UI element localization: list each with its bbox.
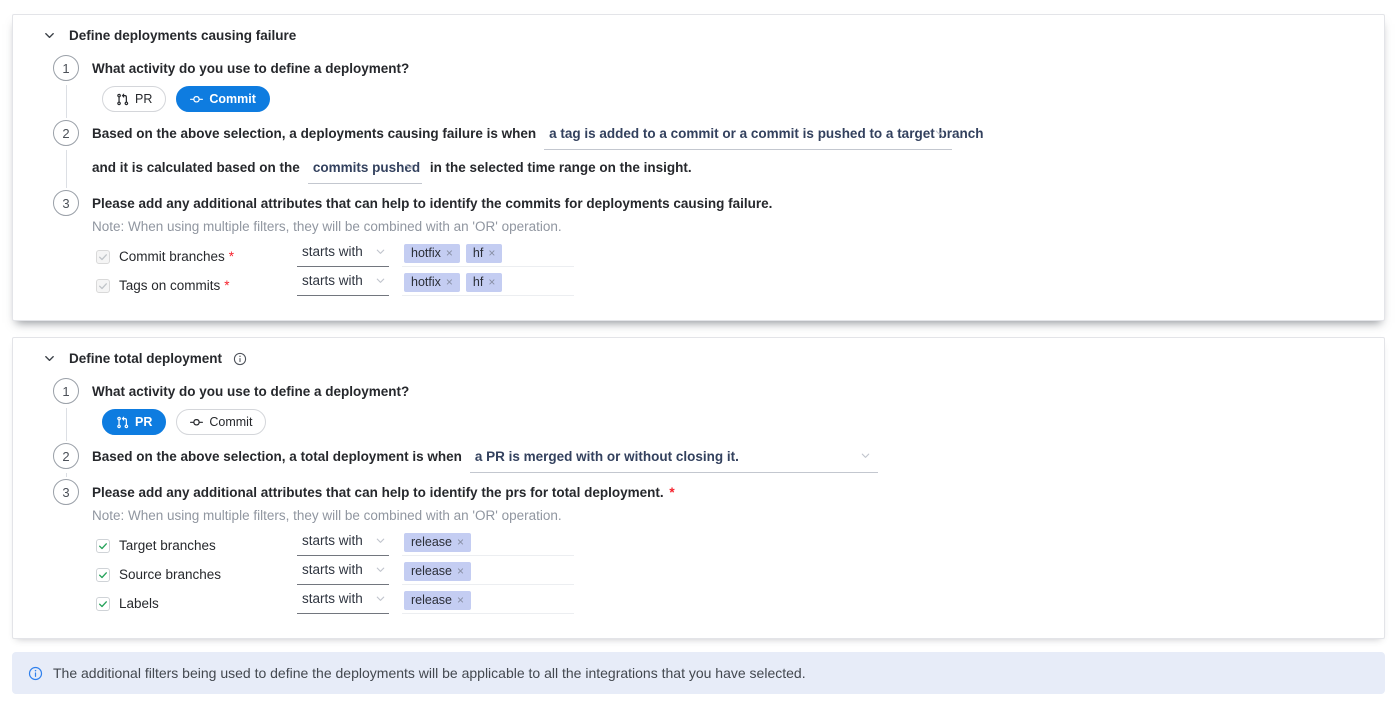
filter-label: Commit branches [119,249,225,264]
banner-text: The additional filters being used to define the deployments will be applicable to all the integrations that you have selected. [53,665,806,681]
chevron-down-icon [375,593,386,604]
chip-remove-icon[interactable]: × [488,275,496,289]
select-value: starts with [302,591,363,606]
filters-note: Note: When using multiple filters, they will be combined with an 'OR' operation. [92,219,562,234]
filter-label: Source branches [119,567,222,582]
operator-select[interactable] [297,591,389,614]
chips-input[interactable] [402,244,574,267]
chevron-down-icon [860,450,871,461]
definition-sentence: Based on the above selection, a deployments causing failure is when [92,126,537,141]
git-pull-request-icon [116,93,129,106]
section-title: Define total deployment [69,351,223,366]
chevron-down-icon [934,127,945,138]
calculation-sentence-suffix: in the selected time range on the insight. [429,160,692,175]
attributes-heading [92,484,1366,501]
filter-checkbox[interactable] [96,279,110,293]
chevron-down-icon[interactable] [43,352,56,365]
section-title: Define deployments causing failure [69,28,297,43]
filter-row-source-branches [96,564,1366,585]
select-value: commits pushed [312,160,421,175]
select-value: starts with [302,562,363,577]
filter-label: Labels [119,596,159,611]
chip [466,244,502,263]
chip-label: release [411,535,452,549]
chip-label: hotfix [411,275,441,289]
filter-row-tags-on-commits [96,275,1366,296]
chip-remove-icon[interactable]: × [488,246,496,260]
section-total-deployment [12,337,1385,639]
chevron-down-icon [404,161,415,172]
chip-remove-icon[interactable]: × [445,246,453,260]
git-commit-icon [190,416,203,429]
select-value: starts with [302,273,363,288]
chip-remove-icon[interactable]: × [457,593,465,607]
filter-label: Target branches [119,538,216,553]
checkmark-icon [98,599,108,609]
activity-commit-button[interactable] [176,86,270,112]
info-banner [12,652,1385,694]
chevron-down-icon[interactable] [43,29,56,42]
step-connector [66,85,67,118]
chip-label: hotfix [411,246,441,260]
chip [404,244,460,263]
filter-row-commit-branches [96,246,1366,267]
select-value: a tag is added to a commit or a commit is pushed to a target branch [549,126,984,141]
chip-label: hf [472,275,484,289]
required-asterisk: * [228,249,235,264]
select-value: starts with [302,244,363,259]
commit-button-label: Commit [209,415,253,429]
calculation-basis-select[interactable] [308,159,422,184]
step-circle: 3 [53,190,79,216]
total-deployment-definition-select[interactable] [470,448,878,473]
chip [404,562,471,581]
select-value: starts with [302,533,363,548]
activity-pr-button[interactable] [102,409,166,435]
step-circle: 2 [53,443,79,469]
chips-input[interactable] [402,273,574,296]
operator-select[interactable] [297,562,389,585]
operator-select[interactable] [297,273,389,296]
step-1 [53,378,1366,443]
chip-label: release [411,593,452,607]
chip-remove-icon[interactable]: × [457,535,465,549]
filter-checkbox[interactable] [96,539,110,553]
section-header[interactable] [13,15,1384,51]
filter-label: Tags on commits [119,278,221,293]
chevron-down-icon [375,564,386,575]
chips-input[interactable] [402,591,574,614]
checkmark-icon [98,281,108,291]
operator-select[interactable] [297,244,389,267]
required-asterisk: * [224,278,230,293]
step-3 [53,190,1366,304]
chip-remove-icon[interactable]: × [445,275,453,289]
step-circle: 1 [53,378,79,404]
chip-remove-icon[interactable]: × [457,564,465,578]
chip-label: hf [472,246,484,260]
git-pull-request-icon [116,416,129,429]
calculation-sentence: and it is calculated based on the [92,160,300,175]
checkmark-icon [98,570,108,580]
activity-commit-button[interactable] [176,409,266,435]
filter-checkbox[interactable] [96,568,110,582]
chips-input[interactable] [402,533,574,556]
step-2 [53,443,1366,479]
activity-question: What activity do you use to define a deployment? [92,61,410,76]
chips-input[interactable] [402,562,574,585]
checkmark-icon [98,252,108,262]
filter-checkbox[interactable] [96,250,110,264]
chevron-down-icon [375,246,386,257]
filters-note: Note: When using multiple filters, they will be combined with an 'OR' operation. [92,508,562,523]
filter-row-target-branches [96,535,1366,556]
step-2 [53,120,1366,190]
filter-checkbox[interactable] [96,597,110,611]
chip [404,591,471,610]
chip [466,273,502,292]
activity-pr-button[interactable] [102,86,166,112]
section-header[interactable] [13,338,1384,374]
filter-row-labels [96,593,1366,614]
step-3 [53,479,1366,622]
step-circle: 3 [53,479,79,505]
operator-select[interactable] [297,533,389,556]
definition-sentence: Based on the above selection, a total deployment is when [92,449,462,464]
pr-button-label: PR [135,415,153,429]
chip [404,273,460,292]
required-asterisk: * [669,485,675,500]
git-commit-icon [190,93,203,106]
chip-label: release [411,564,452,578]
step-circle: 2 [53,120,79,146]
select-value: a PR is merged with or without closing it. [474,449,739,464]
section-deployments-causing-failure [12,14,1385,321]
step-connector [66,408,67,441]
failure-definition-select[interactable] [544,125,984,150]
step-circle: 1 [53,55,79,81]
chip [404,533,471,552]
pr-button-label: PR [135,92,153,106]
info-icon [233,352,247,366]
step-connector [66,150,67,188]
attributes-heading-text: Please add any additional attributes that can help to identify the prs for total deployment. [92,485,664,500]
chevron-down-icon [375,535,386,546]
commit-button-label: Commit [209,92,256,106]
checkmark-icon [98,541,108,551]
activity-question: What activity do you use to define a deployment? [92,384,410,399]
info-icon [28,666,43,681]
step-connector [66,473,67,477]
attributes-heading: Please add any additional attributes that can help to identify the commits for deployments causing failure. [92,196,773,211]
step-1 [53,55,1366,120]
chevron-down-icon [375,275,386,286]
